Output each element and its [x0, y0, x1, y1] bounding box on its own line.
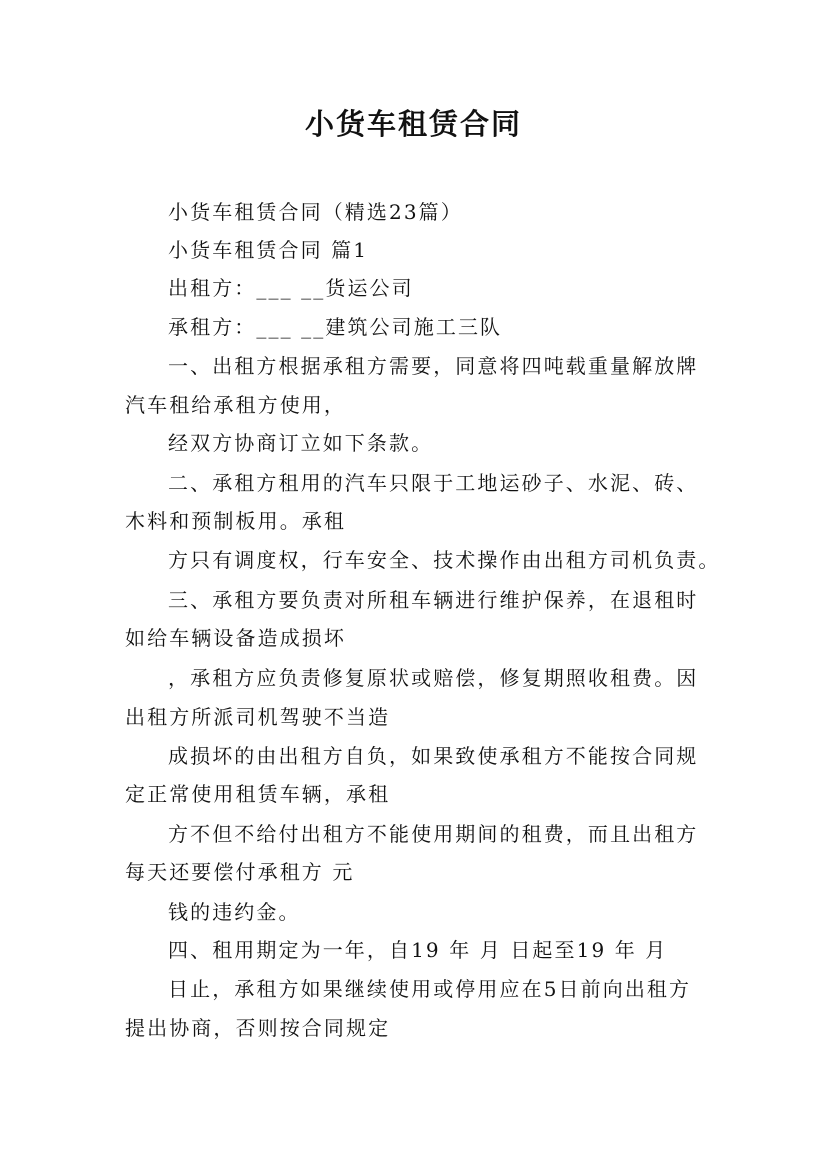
paragraph-line: 方只有调度权，行车安全、技术操作由出租方司机负责。 — [168, 548, 721, 572]
paragraph-line: 承租方：___ __建筑公司施工三队 — [168, 315, 503, 339]
paragraph-line: 成损坏的由出租方自负，如果致使承租方不能按合同规 — [168, 744, 699, 768]
paragraph-line: 方不但不给付出租方不能使用期间的租费，而且出租方 — [168, 822, 699, 846]
paragraph-line: 四、租用期定为一年，自19 年 月 日起至19 年 月 — [168, 938, 668, 962]
paragraph-line: 木料和预制板用。承租 — [125, 509, 346, 533]
paragraph-line: 定正常使用租赁车辆，承租 — [125, 782, 391, 806]
paragraph-line: ，承租方应负责修复原状或赔偿，修复期照收租费。因 — [168, 666, 699, 690]
paragraph-line: 汽车租给承租方使用， — [125, 393, 346, 417]
paragraph-line: 每天还要偿付承租方 元 — [125, 860, 355, 884]
document-title: 小货车租赁合同 — [304, 107, 522, 141]
paragraph-line: 日止，承租方如果继续使用或停用应在5日前向出租方 — [168, 977, 692, 1001]
paragraph-line: 钱的违约金。 — [168, 900, 301, 924]
paragraph-line: 提出协商，否则按合同规定 — [125, 1016, 391, 1040]
paragraph-line: 出租方：___ __货运公司 — [168, 276, 414, 300]
paragraph-line: 出租方所派司机驾驶不当造 — [125, 705, 391, 729]
paragraph-line: 小货车租赁合同（精选23篇） — [168, 200, 463, 224]
paragraph-line: 一、出租方根据承租方需要，同意将四吨载重量解放牌 — [168, 354, 699, 378]
paragraph-line: 二、承租方租用的汽车只限于工地运砂子、水泥、砖、 — [168, 471, 699, 495]
paragraph-line: 经双方协商订立如下条款。 — [168, 431, 434, 455]
paragraph-line: 三、承租方要负责对所租车辆进行维护保养，在退租时 — [168, 588, 699, 612]
paragraph-line: 如给车辆设备造成损坏 — [125, 626, 346, 650]
paragraph-line: 小货车租赁合同 篇1 — [168, 238, 369, 262]
